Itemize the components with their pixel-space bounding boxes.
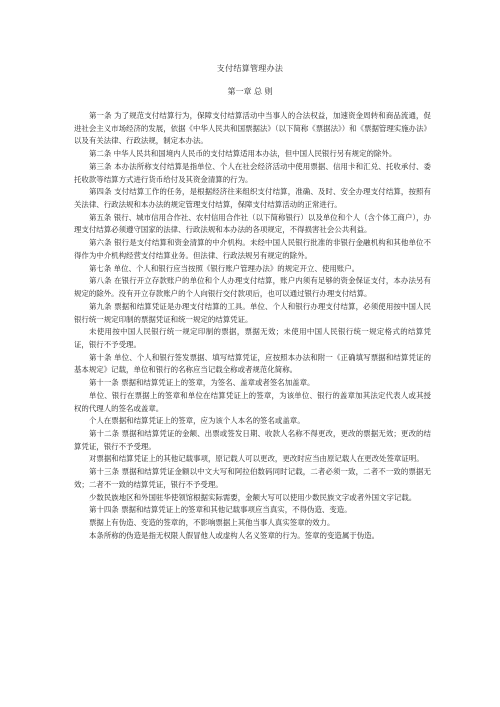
paragraph-article-14-cont-2: 本条所称的伪造是指无权限人假冒他人或虚构人名义签章的行为。签章的变造属于伪造。	[89, 530, 380, 540]
paragraph-article-13-cont: 少数民族地区和外国驻华使领馆根据实际需要，金额大写可以使用少数民族文字或者外国文字记载。	[89, 492, 417, 502]
paragraph-article-5: 第五条 银行、城市信用合作社、农村信用合作社（以下简称银行）以及单位和个人（含个体工商户），办理支付结算必须遵守国家的法律、行政法规和本办法的各项规定，不得损害社会公共利益。	[74, 212, 431, 235]
paragraph-article-4: 第四条 支付结算工作的任务，是根据经济往来组织支付结算，准确、及时、安全办理支付结算，按照有关法律、行政法规和本办法的规定管理支付结算，保障支付结算活动的正常进行。	[74, 187, 431, 210]
paragraph-article-14-cont-1: 票据上有伪造、变造的签章的，不影响票据上其他当事人真实签章的效力。	[89, 518, 335, 527]
chapter-heading: 第一章 总 则	[227, 87, 273, 96]
paragraph-article-13: 第十三条 票据和结算凭证金额以中文大写和阿拉伯数码同时记载，二者必须一致，二者不一致的票据无效；二者不一致的结算凭证，银行不予受理。	[74, 467, 431, 489]
paragraph-article-11-cont-1: 单位、银行在票据上的签章和单位在结算凭证上的签章，为该单位、银行的盖章加其法定代表人或其授权的代理人的签名或盖章。	[74, 390, 431, 413]
paragraph-article-11: 第十一条 票据和结算凭证上的签章，为签名、盖章或者签名加盖章。	[89, 378, 315, 388]
paragraph-article-12-cont: 对票据和结算凭证上的其他记载事项，原记载人可以更改，更改时应当由原记载人在更改处签章证明。	[89, 454, 424, 464]
paragraph-article-12: 第十二条 票据和结算凭证的金额、出票或签发日期、收款人名称不得更改，更改的票据无效；更改的结算凭证，银行不予受理。	[74, 428, 431, 451]
paragraph-article-2: 第二条 中华人民共和国境内人民币的支付结算适用本办法，但中国人民银行另有规定的除外。	[89, 149, 397, 159]
paragraph-article-1: 第一条 为了规范支付结算行为，保障支付结算活动中当事人的合法权益，加速资金周转和商品流通，促进社会主义市场经济的发展，依据《中华人民共和国票据法》（以下简称《票据法》）和《票据管理实施办法》以及有关法律、行政法规，制定本办法。	[74, 111, 431, 146]
paragraph-article-9: 第九条 票据和结算凭证是办理支付结算的工具。单位、个人和银行办理支付结算，必须使用按中国人民银行统一规定印制的票据凭证和统一规定的结算凭证。	[74, 301, 431, 324]
paragraph-article-6: 第六条 银行是支付结算和资金清算的中介机构。未经中国人民银行批准的非银行金融机构和其他单位不得作为中介机构经营支付结算业务。但法律、行政法规另有规定的除外。	[74, 238, 431, 260]
paragraph-article-8: 第八条 在银行开立存款账户的单位和个人办理支付结算，账户内须有足够的资金保证支付，本办法另有规定的除外。没有开立存款账户的个人向银行交付款项后，也可以通过银行办理支付结算。	[74, 276, 431, 299]
document-body	[74, 110, 431, 542]
paragraph-article-10: 第十条 单位、个人和银行签发票据、填写结算凭证，应按照本办法和附一《正确填写票据和结算凭证的基本规定》记载，单位和银行的名称应当记载全称或者规范化简称。	[74, 352, 431, 375]
paragraph-article-11-cont-2: 个人在票据和结算凭证上的签章，应为该个人本名的签名或盖章。	[89, 416, 305, 426]
paragraph-article-7: 第七条 单位、个人和银行应当按照《银行账户管理办法》的规定开立、使用账户。	[89, 263, 360, 273]
paragraph-article-14: 第十四条 票据和结算凭证上的签章和其他记载事项应当真实，不得伪造、变造。	[89, 505, 352, 515]
document-title: 支付结算管理办法	[216, 64, 284, 73]
paragraph-article-9-cont: 未使用按中国人民银行统一规定印制的票据，票据无效；未使用中国人民银行统一规定格式的结算凭证，银行不予受理。	[74, 327, 431, 349]
paragraph-article-3: 第三条 本办法所称支付结算是指单位、个人在社会经济活动中使用票据、信用卡和汇兑、托收承付、委托收款等结算方式进行货币给付及其资金清算的行为。	[74, 161, 431, 184]
